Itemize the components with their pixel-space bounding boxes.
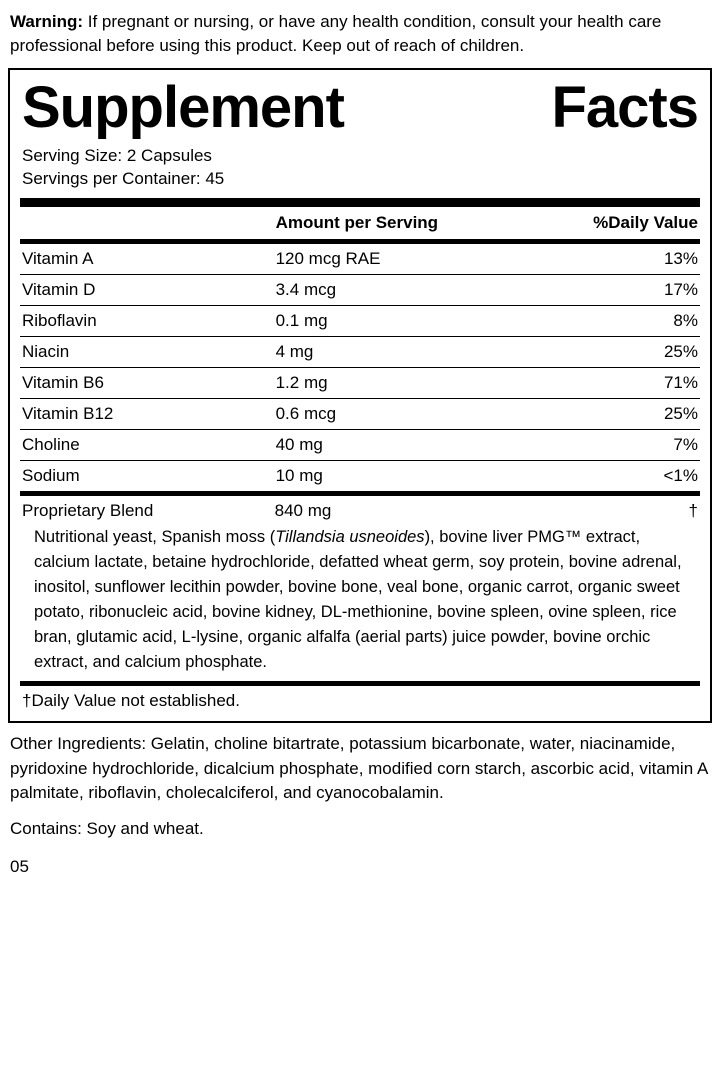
table-row bbox=[20, 337, 700, 368]
nutrient-name: Riboflavin bbox=[20, 306, 272, 337]
nutrient-dv: 25% bbox=[544, 337, 700, 368]
header-nutrient bbox=[20, 207, 272, 239]
blend-ingredients bbox=[20, 523, 700, 681]
daily-value-footnote: †Daily Value not established. bbox=[22, 691, 240, 711]
nutrient-amount: 0.1 mg bbox=[272, 306, 544, 337]
blend-desc-pre: Nutritional yeast, Spanish moss ( bbox=[34, 528, 276, 547]
nutrient-dv: 17% bbox=[544, 275, 700, 306]
table-row bbox=[20, 399, 700, 430]
table-row bbox=[20, 368, 700, 399]
divider-thick-top bbox=[20, 198, 700, 207]
supplement-facts-panel bbox=[8, 68, 712, 723]
nutrient-dv: 13% bbox=[544, 244, 700, 275]
title-word-facts: Facts bbox=[551, 75, 698, 141]
nutrient-amount: 10 mg bbox=[275, 466, 323, 486]
nutrient-name: Choline bbox=[20, 430, 272, 461]
warning-text: If pregnant or nursing, or have any health condition, consult your health care professional before using this product. Keep out of reach of children. bbox=[10, 12, 662, 56]
nutrient-amount: 1.2 mg bbox=[272, 368, 544, 399]
table-row bbox=[20, 461, 700, 492]
title-word-supplement: Supplement bbox=[22, 75, 344, 141]
nutrient-rows bbox=[20, 244, 700, 491]
nutrient-dv: 7% bbox=[544, 430, 700, 461]
supplement-facts-title bbox=[20, 76, 700, 145]
nutrient-amount: 3.4 mcg bbox=[272, 275, 544, 306]
header-amount-per-serving: Amount per Serving bbox=[275, 213, 439, 233]
nutrient-name: Niacin bbox=[20, 337, 272, 368]
nutrient-dv: <1% bbox=[663, 466, 698, 486]
nutrient-amount: 4 mg bbox=[272, 337, 544, 368]
blend-name: Proprietary Blend bbox=[22, 501, 154, 521]
nutrient-amount: 0.6 mcg bbox=[272, 399, 544, 430]
blend-desc-botanical: Tillandsia usneoides bbox=[275, 528, 425, 547]
header-daily-value: %Daily Value bbox=[593, 213, 698, 233]
nutrient-name: Sodium bbox=[22, 466, 80, 486]
blend-amount: 840 mg bbox=[274, 501, 332, 521]
warning-paragraph bbox=[10, 10, 710, 58]
nutrient-dv: 25% bbox=[544, 399, 700, 430]
table-row bbox=[20, 275, 700, 306]
table-row bbox=[20, 244, 700, 275]
warning-label: Warning: bbox=[10, 12, 84, 31]
contains-statement: Contains: Soy and wheat. bbox=[10, 818, 204, 838]
label-code: 05 bbox=[10, 856, 29, 876]
proprietary-blend-row bbox=[20, 496, 700, 523]
nutrient-name: Vitamin D bbox=[20, 275, 272, 306]
nutrient-amount: 40 mg bbox=[272, 430, 544, 461]
nutrient-dv: 8% bbox=[544, 306, 700, 337]
nutrient-name: Vitamin B12 bbox=[20, 399, 272, 430]
blend-dv: † bbox=[688, 501, 698, 521]
table-row bbox=[20, 430, 700, 461]
serving-size: Serving Size: 2 Capsules bbox=[22, 146, 212, 166]
table-row bbox=[20, 306, 700, 337]
nutrient-name: Vitamin A bbox=[20, 244, 272, 275]
other-ingredients: Other Ingredients: Gelatin, choline bitartrate, potassium bicarbonate, water, niacinamide, pyridoxine hydrochloride, dicalcium phosphate, modified corn starch, ascorbic acid, vitamin A palmitate, riboflavin, cholecalciferol, and cyanocobalamin. bbox=[10, 734, 708, 802]
nutrient-amount: 120 mcg RAE bbox=[272, 244, 544, 275]
table-header-row bbox=[20, 207, 700, 239]
nutrition-table bbox=[20, 207, 700, 239]
blend-desc-post: ), bovine liver PMG™ extract, calcium lactate, betaine hydrochloride, defatted wheat germ, soy protein, bovine adrenal, inositol, sunflower lecithin powder, bovine bone, veal bone, organic carrot, organic sweet potato, ribonucleic acid, bovine kidney, DL-methionine, bovine spleen, ovine spleen, rice bran, glutamic acid, L-lysine, organic alfalfa (aerial parts) juice powder, bovine orchic extract, and calcium phosphate. bbox=[34, 528, 682, 672]
nutrient-dv: 71% bbox=[544, 368, 700, 399]
servings-per-container: Servings per Container: 45 bbox=[22, 169, 225, 189]
nutrient-name: Vitamin B6 bbox=[20, 368, 272, 399]
